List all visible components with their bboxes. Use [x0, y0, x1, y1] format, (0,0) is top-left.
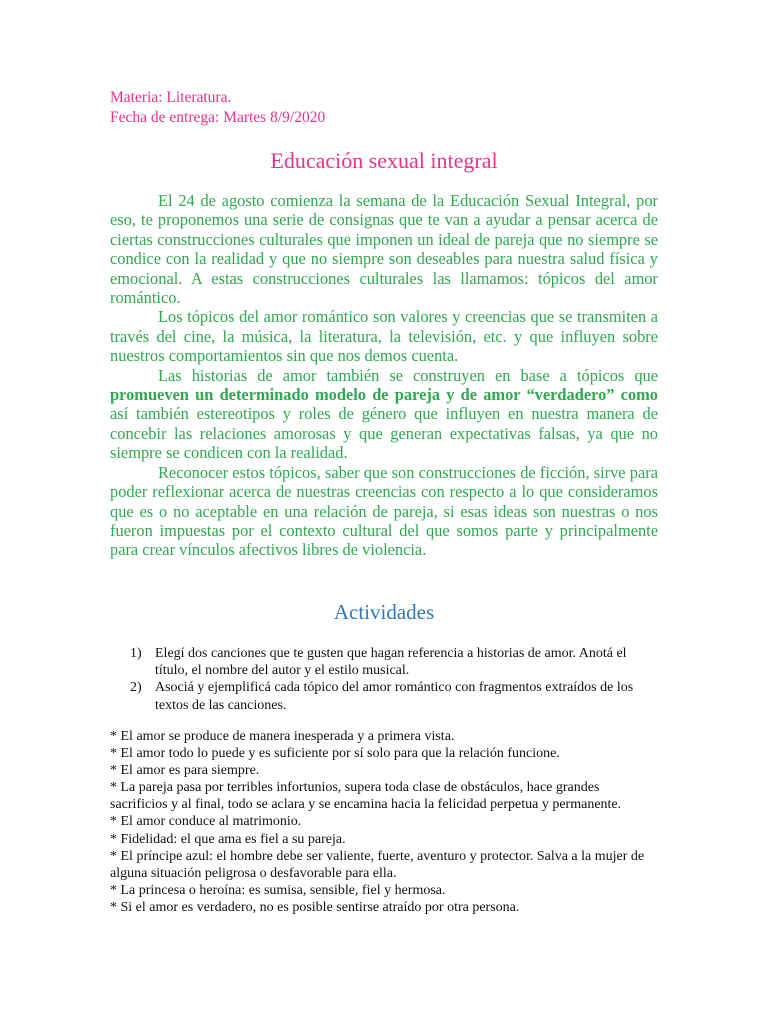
topic-item: * La pareja pasa por terribles infortunios, supera toda clase de obstáculos, hace grandes sacrificios y al final, todo se aclara y se encamina hacia la felicidad perpetua y permanente. — [110, 780, 622, 813]
activities-list — [130, 645, 650, 714]
intro-text — [110, 191, 658, 560]
list-item — [130, 679, 650, 713]
topic-item: * El amor es para siempre. — [110, 763, 260, 779]
intro-paragraph-3-bold: promueven un determinado modelo de pareja y de amor “verdadero” como — [110, 385, 658, 405]
list-item — [130, 645, 650, 679]
activities-heading: Actividades — [333, 600, 435, 624]
intro-paragraph-4: Reconocer estos tópicos, saber que son construcciones de ficción, sirve para poder reflexionar acerca de nuestras creencias con respecto a lo que consideramos que es o no aceptable en una relación de pareja, si esas ideas son nuestras o nos fueron impuestas por el contexto cultural del que somos parte y principalmente para crear vínculos afectivos libres de violencia. — [110, 462, 658, 560]
subject-line: Materia: Literatura. — [110, 89, 232, 106]
intro-paragraph-3 — [110, 366, 658, 463]
topic-item: * El amor todo lo puede y es suficiente por sí solo para que la relación funcione. — [110, 746, 560, 762]
list-item-number: 2) — [130, 680, 142, 696]
topic-item: * El príncipe azul: el hombre debe ser valiente, fuerte, aventuro y protector. Salva a la mujer de alguna situación peligrosa o desfavorable para ella. — [110, 848, 645, 881]
topic-item: * El amor se produce de manera inesperada y a primera vista. — [110, 729, 455, 744]
intro-paragraph-1: El 24 de agosto comienza la semana de la Educación Sexual Integral, por eso, te proponemos una serie de consignas que te van a ayudar a pensar acerca de ciertas construcciones culturales que imponen un ideal de pareja que no siempre se condice con la realidad y que no siempre son deseables para nuestra salud física y emocional. A estas construcciones culturales las llamamos: tópicos del amor romántico. — [110, 191, 658, 308]
romantic-love-topics — [110, 728, 655, 916]
intro-paragraph-3-end: así también estereotipos y roles de género que influyen en nuestra manera de concebir las relaciones amorosas y que generan expectativas falsas, ya que no siempre se condicen con la realidad. — [110, 404, 658, 463]
list-item-text: Asociá y ejemplificá cada tópico del amor romántico con fragmentos extraídos de los textos de las canciones. — [155, 680, 634, 713]
intro-paragraph-3-start: Las historias de amor también se construyen en base a tópicos que — [158, 365, 658, 385]
due-date-line: Fecha de entrega: Martes 8/9/2020 — [110, 109, 326, 126]
intro-paragraph-2: Los tópicos del amor romántico son valores y creencias que se transmiten a través del cine, la música, la literatura, la televisión, etc. y que influyen sobre nuestros comportamientos sin que nos demos cuenta. — [110, 307, 658, 366]
list-item-number: 1) — [130, 646, 142, 661]
document-title: Educación sexual integral — [270, 148, 498, 173]
topic-item: * El amor conduce al matrimonio. — [110, 814, 302, 830]
assignment-header — [110, 88, 325, 128]
topic-item: * Si el amor es verdadero, no es posible sentirse atraído por otra persona. — [110, 899, 520, 915]
list-item-text: Elegí dos canciones que te gusten que hagan referencia a historias de amor. Anotá el título, el nombre del autor y el estilo musical. — [155, 646, 627, 679]
topic-item: * Fidelidad: el que ama es fiel a su pareja. — [110, 831, 346, 847]
topic-item: * La princesa o heroína: es sumisa, sensible, fiel y hermosa. — [110, 882, 446, 898]
